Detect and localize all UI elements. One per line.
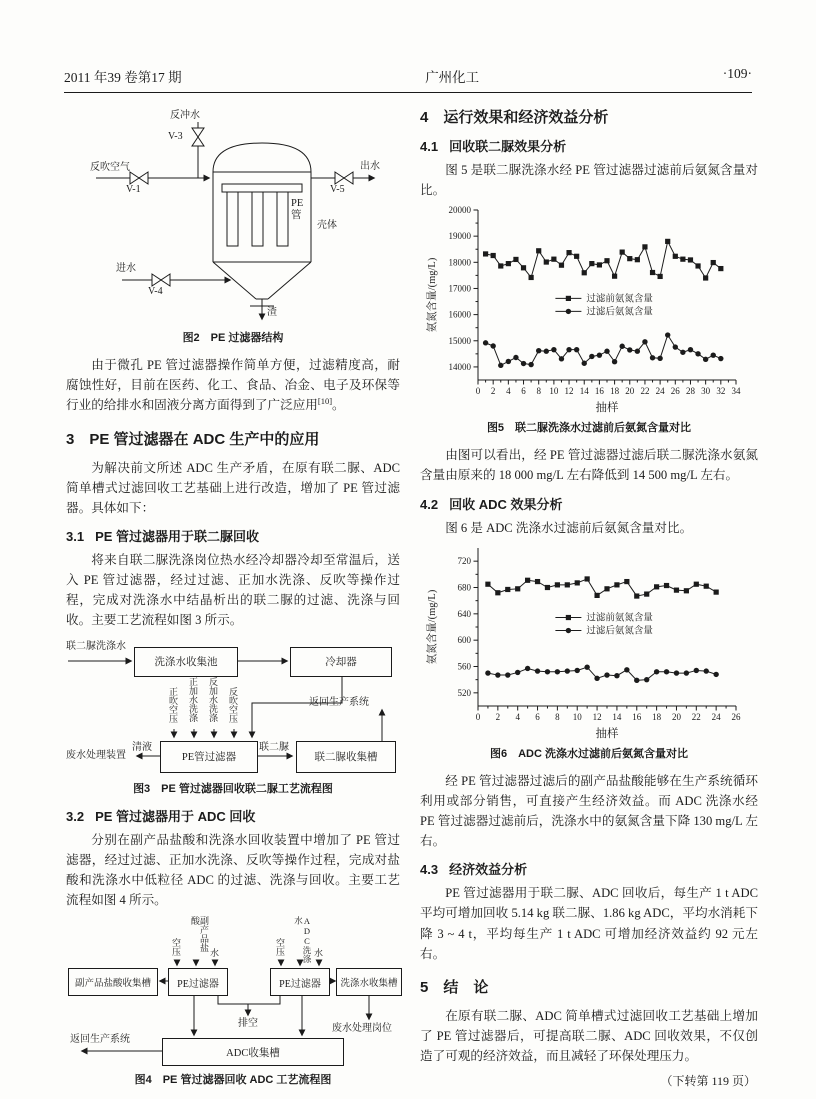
figure-2 — [66, 110, 400, 345]
fig2-caption: 图2 PE 过滤器结构 — [182, 332, 284, 344]
section-3-2-title: PE 管过滤器用于 ADC 回收 — [95, 808, 256, 824]
fig3-caption: 图3 PE 管过滤器回收联二脲工艺流程图 — [133, 782, 333, 795]
section-3-paragraph: 为解决前文所述 ADC 生产矛盾，在原有联二脲、ADC 简单槽式过滤回收工艺基础上进行改造，增加了 PE 管过滤器。具体如下： — [66, 460, 400, 515]
fig4-box-pe-filter-right: PE过滤器 — [270, 968, 330, 996]
section-5-heading — [420, 976, 758, 997]
svg-text:12: 12 — [592, 711, 602, 722]
journal-issue: 2011 年39 卷第17 期 — [64, 70, 182, 85]
fig2-vessel-drawing — [66, 110, 400, 326]
svg-text:17000: 17000 — [448, 283, 471, 294]
intro-paragraph — [66, 355, 400, 416]
section-4-2-title: 回收 ADC 效果分析 — [449, 496, 563, 512]
fig4-label-return-to-production: 返回生产系统 — [70, 1034, 130, 1046]
fig4-diagram — [66, 916, 400, 1068]
fig6-caption: 图6 ADC 洗涤水过滤前后氨氮含量对比 — [489, 747, 688, 760]
svg-text:4: 4 — [506, 386, 511, 397]
section-5-title: 结 论 — [443, 978, 489, 996]
svg-text:过滤后氨氮含量: 过滤后氨氮含量 — [586, 307, 653, 318]
svg-text:22: 22 — [691, 711, 701, 722]
fig3-diagram — [66, 637, 400, 777]
section-4-number: 4 — [420, 109, 429, 126]
section-3-heading — [66, 428, 400, 449]
svg-text:18000: 18000 — [448, 257, 471, 268]
right-column — [420, 104, 758, 1089]
section-4-heading — [420, 106, 758, 127]
svg-text:14: 14 — [612, 711, 622, 722]
svg-text:14: 14 — [579, 386, 589, 397]
svg-text:2: 2 — [495, 711, 501, 722]
svg-text:氨氮含量/(mg/L): 氨氮含量/(mg/L) — [427, 589, 438, 665]
svg-text:520: 520 — [457, 687, 471, 698]
section-3-1-paragraph: 将来自联二脲洗涤岗位热水经冷却器冷却至常温后，送入 PE 管过滤器，经过过滤、正加水洗涤、反吹等操作过程，完成对洗涤水中结晶析出的联二脲的过滤、洗涤与回收。主要工艺流程如图 3 所示。 — [66, 553, 400, 628]
intro-text: 由于微孔 PE 管过滤器操作简单方便，过滤精度高，耐腐蚀性好，目前在医药、化工、食品、冶金、电子及环保等行业的给排水和固液分离方面得到了广泛应用 — [66, 358, 400, 413]
svg-text:640: 640 — [457, 608, 471, 619]
fig2-label-shell: 壳体 — [317, 220, 337, 231]
section-3-title: PE 管过滤器在 ADC 生产中的应用 — [89, 430, 320, 448]
svg-text:20: 20 — [625, 386, 635, 397]
fig3-label-waste-treatment: 废水处理装置 — [66, 749, 126, 761]
svg-text:22: 22 — [640, 386, 650, 397]
svg-text:16000: 16000 — [448, 309, 471, 320]
fig4-box-adc-tank: ADC收集槽 — [162, 1038, 344, 1066]
section-4-3-paragraph: PE 管过滤器用于联二脲、ADC 回收后，每生产 1 t ADC 平均可增加回收 5.14 kg 联二脲、1.86 kg ADC，平均水消耗下降 3 ~ 4 t，平均每生产 1 t ADC 可增加经济效益约 92 元左右。 — [420, 886, 758, 961]
svg-text:32: 32 — [716, 386, 726, 397]
fig2-label-pe: PE — [291, 198, 304, 209]
svg-text:8: 8 — [555, 711, 560, 722]
page-number: ·109· — [722, 66, 752, 81]
fig2-diagram — [66, 110, 400, 326]
svg-text:10: 10 — [549, 386, 559, 397]
fig4-caption: 图4 PE 管过滤器回收 ADC 工艺流程图 — [134, 1074, 332, 1087]
page-header — [64, 66, 752, 86]
svg-text:过滤后氨氮含量: 过滤后氨氮含量 — [586, 626, 653, 637]
section-4-1-heading — [420, 136, 758, 155]
fig4-label-waste-station: 废水处理岗位 — [332, 1023, 392, 1035]
svg-text:8: 8 — [536, 386, 541, 397]
section-4-title: 运行效果和经济效益分析 — [443, 109, 609, 126]
journal-name: 广州化工 — [425, 70, 480, 85]
fig3-label-biurea-wash-feed: 联二脲洗涤水 — [66, 640, 126, 652]
fig4-box-wash-tank: 洗涤水收集槽 — [336, 968, 402, 996]
fig2-label-valve-v3: V-3 — [168, 131, 183, 142]
fig2-label-guan: 管 — [291, 210, 302, 222]
svg-text:24: 24 — [655, 386, 665, 397]
left-column — [66, 104, 400, 1097]
section-3-1-number: 3.1 — [66, 529, 85, 545]
section-3-2-paragraph: 分别在副产品盐酸和洗涤水回收装置中增加了 PE 管过滤器，经过过滤、正加水洗涤、反吹等操作过程，完成对盐酸和洗涤水中低粒径 ADC 的过滤、洗涤与回收。主要工艺流程如图 4 所示。 — [66, 832, 400, 908]
fig3-box-wash-water-pool: 洗涤水收集池 — [134, 647, 238, 677]
fig4-label-water-left: 水 — [209, 948, 219, 958]
fig2-label-residue: 渣 — [267, 307, 277, 318]
fig2-label-pe-tube — [291, 198, 303, 222]
fig5-chart — [422, 202, 752, 416]
section-4-2-paragraph-1: 图 6 是 ADC 洗涤水过滤前后氨氮含量对比。 — [445, 520, 693, 535]
svg-text:26: 26 — [731, 711, 741, 722]
fig4-label-water-right: 水 — [313, 948, 323, 958]
fig4-label-air-right: 空压 — [275, 938, 285, 957]
section-4-2-paragraph-2: 经 PE 管过滤器过滤后的副产品盐酸能够在生产系统循环利用或部分销售，可直接产生经济效益。而 ADC 洗涤水经 PE 管过滤器过滤前后，洗涤水中的氨氮含量下降 130 mg/L 左右。 — [420, 773, 758, 849]
svg-text:2: 2 — [490, 386, 496, 397]
fig3-label-reverse-water-wash: 反加水洗涤 — [208, 676, 218, 722]
svg-text:6: 6 — [521, 386, 526, 397]
svg-text:12: 12 — [564, 386, 574, 397]
svg-text:过滤前氨氮含量: 过滤前氨氮含量 — [586, 613, 653, 624]
fig3-label-forward-water-wash: 正加水洗涤 — [188, 676, 198, 722]
svg-text:28: 28 — [685, 386, 695, 397]
fig5-caption: 图5 联二脲洗涤水过滤前后氨氮含量对比 — [486, 422, 692, 435]
section-3-1-heading — [66, 526, 400, 545]
continued-note: （下转第 119 页） — [660, 1074, 756, 1089]
section-4-3-heading — [420, 859, 758, 878]
citation-ref: [10] — [317, 396, 333, 407]
section-3-2-heading — [66, 806, 400, 825]
svg-text:560: 560 — [457, 661, 471, 672]
fig2-label-valve-v1: V-1 — [126, 184, 141, 195]
fig2-label-outlet-water: 出水 — [360, 161, 380, 172]
section-4-1-paragraph-2: 由图可以看出，经 PE 管过滤器过滤后联二脲洗涤水氨氮含量由原来的 18 000 mg/L 左右降低到 14 500 mg/L 左右。 — [420, 448, 758, 483]
svg-text:抽样: 抽样 — [595, 402, 619, 415]
fig2-label-backwash-water: 反冲水 — [170, 110, 200, 121]
fig2-label-inlet-water: 进水 — [116, 263, 136, 274]
fig4-label-adc-wash-water: ADC洗涤水 — [293, 916, 312, 964]
svg-text:0: 0 — [475, 711, 481, 722]
fig2-label-blowback-air: 反吹空气 — [90, 162, 130, 173]
fig3-label-forward-blow-air: 正吹空压 — [168, 686, 178, 723]
fig3-label-reverse-blow-air: 反吹空压 — [228, 686, 238, 723]
intro-end: 。 — [332, 398, 345, 413]
svg-text:680: 680 — [457, 582, 471, 593]
section-3-2-number: 3.2 — [66, 808, 85, 824]
fig4-label-vent: 排空 — [238, 1018, 258, 1030]
section-4-2-number: 4.2 — [420, 496, 439, 512]
svg-text:20000: 20000 — [448, 205, 471, 216]
svg-text:20: 20 — [671, 711, 681, 722]
svg-text:15000: 15000 — [448, 336, 471, 347]
svg-text:24: 24 — [711, 711, 721, 722]
section-5-number: 5 — [420, 978, 429, 996]
section-4-1-paragraph-1: 图 5 是联二脲洗涤水经 PE 管过滤器过滤前后氨氮含量对比。 — [420, 163, 758, 198]
section-5-paragraph: 在原有联二脲、ADC 简单槽式过滤回收工艺基础上增加了 PE 管过滤器后，可提高联二脲、ADC 回收效果，不仅创造了可观的经济效益，而且减轻了环保处理压力。 — [420, 1008, 758, 1064]
fig4-box-pe-filter-left: PE过滤器 — [168, 968, 228, 996]
svg-text:氨氮含量/(mg/L): 氨氮含量/(mg/L) — [427, 257, 438, 333]
section-4-2-heading — [420, 494, 758, 513]
fig3-label-return-to-production: 返回生产系统 — [309, 696, 369, 708]
section-3-1-title: PE 管过滤器用于联二脲回收 — [95, 529, 260, 545]
fig3-box-biurea-tank: 联二脲收集槽 — [296, 741, 396, 773]
figure-3 — [66, 637, 400, 796]
section-4-1-number: 4.1 — [420, 139, 439, 154]
svg-text:34: 34 — [731, 386, 741, 397]
fig4-label-byproduct-acid: 副产品盐酸 — [190, 916, 209, 953]
svg-text:30: 30 — [701, 386, 711, 397]
section-4-1-title: 回收联二脲效果分析 — [449, 139, 567, 154]
header-rule — [64, 92, 752, 93]
svg-text:6: 6 — [535, 711, 540, 722]
svg-text:0: 0 — [475, 386, 481, 397]
fig2-label-valve-v4: V-4 — [148, 286, 163, 297]
figure-4 — [66, 916, 400, 1087]
svg-text:14000: 14000 — [448, 362, 471, 373]
section-3-number: 3 — [66, 430, 75, 448]
svg-text:19000: 19000 — [448, 231, 471, 242]
fig3-box-pe-filter: PE管过滤器 — [160, 741, 258, 773]
fig3-label-biurea: 联二脲 — [259, 741, 289, 753]
svg-text:过滤前氨氮含量: 过滤前氨氮含量 — [586, 294, 653, 305]
svg-text:18: 18 — [610, 386, 620, 397]
svg-text:26: 26 — [670, 386, 680, 397]
svg-text:720: 720 — [457, 555, 471, 566]
svg-text:4: 4 — [515, 711, 520, 722]
svg-text:10: 10 — [572, 711, 582, 722]
fig4-label-air-left: 空压 — [171, 938, 181, 957]
section-4-3-number: 4.3 — [420, 862, 439, 878]
svg-text:18: 18 — [652, 711, 662, 722]
svg-text:抽样: 抽样 — [595, 727, 619, 740]
fig4-box-acid-tank: 副产品盐酸收集槽 — [68, 968, 158, 996]
svg-text:600: 600 — [457, 634, 471, 645]
section-4-3-title: 经济效益分析 — [449, 862, 528, 878]
fig3-box-cooler: 冷却器 — [290, 647, 392, 677]
svg-text:16: 16 — [632, 711, 642, 722]
svg-text:16: 16 — [594, 386, 604, 397]
fig2-label-valve-v5: V-5 — [330, 184, 345, 195]
fig6-chart — [422, 540, 752, 742]
fig3-label-clear-liquid: 清液 — [132, 741, 152, 753]
